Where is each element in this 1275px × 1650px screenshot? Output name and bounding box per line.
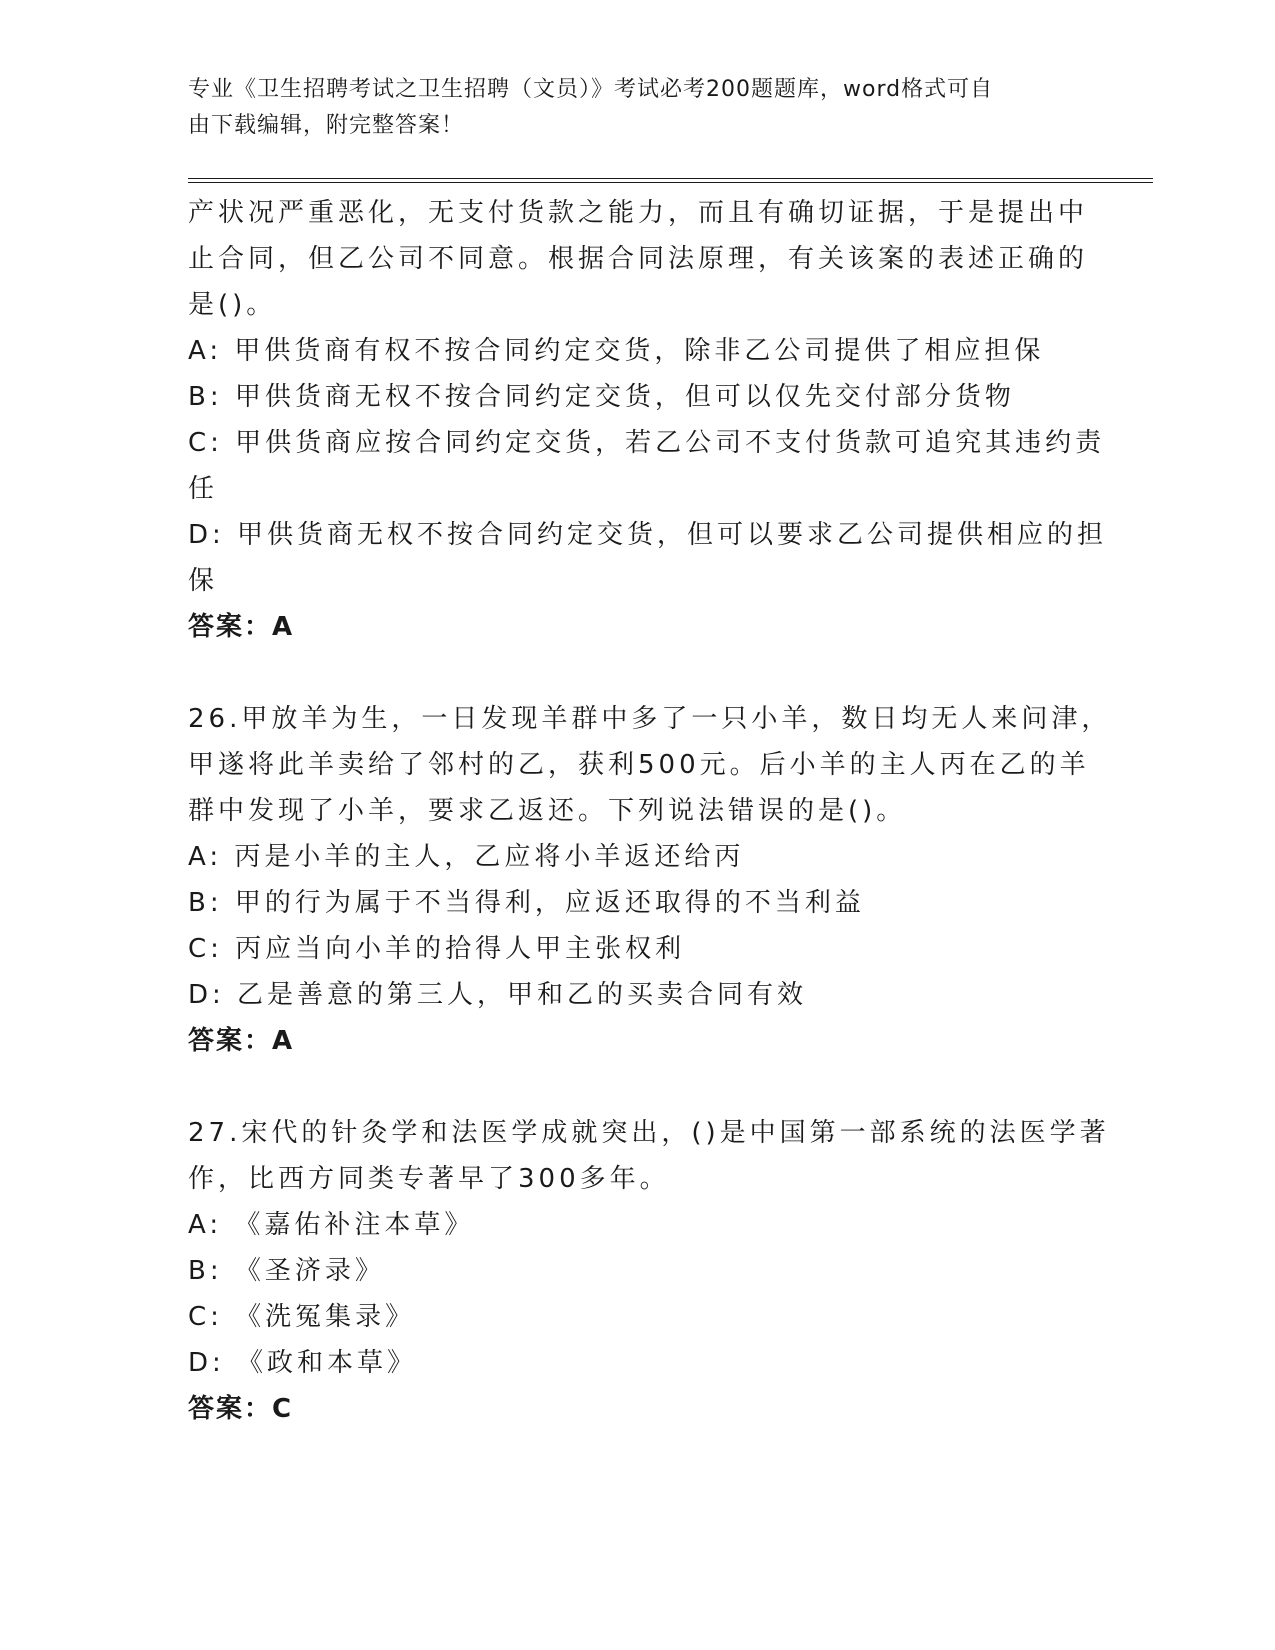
- question-stem-line: 作，比西方同类专著早了300多年。: [188, 1164, 670, 1194]
- document-header: [188, 72, 1068, 144]
- option-a: A: 丙是小羊的主人，乙应将小羊返还给丙: [188, 842, 745, 872]
- question-stem-line: 甲遂将此羊卖给了邻村的乙，获利500元。后小羊的主人丙在乙的羊: [188, 750, 1090, 780]
- option-d: D: 《政和本草》: [188, 1348, 418, 1378]
- option-b: B: 甲的行为属于不当得利，应返还取得的不当利益: [188, 888, 865, 918]
- option-a: A: 《嘉佑补注本草》: [188, 1210, 475, 1240]
- question-25: [188, 190, 1108, 650]
- question-stem-line: 27.宋代的针灸学和法医学成就突出，()是中国第一部系统的法医学著: [188, 1118, 1110, 1148]
- answer: 答案：A: [188, 1026, 295, 1056]
- question-stem-line: 26.甲放羊为生，一日发现羊群中多了一只小羊，数日均无人来问津，: [188, 704, 1112, 734]
- question-26: [188, 696, 1112, 1064]
- spacer: [188, 1064, 1078, 1110]
- option-c-continued: 任: [188, 474, 219, 504]
- question-27: [188, 1110, 1110, 1432]
- answer: 答案：A: [188, 612, 295, 642]
- option-c: C: 丙应当向小羊的拾得人甲主张权利: [188, 934, 686, 964]
- option-c: C: 甲供货商应按合同约定交货，若乙公司不支付货款可追究其违约责: [188, 428, 1106, 458]
- spacer: [188, 650, 1078, 696]
- header-line-2: 由下载编辑，附完整答案！: [188, 113, 465, 138]
- header-line-1: 专业《卫生招聘考试之卫生招聘（文员）》考试必考200题题库，word格式可自: [188, 77, 994, 102]
- question-stem-line: 产状况严重恶化，无支付货款之能力，而且有确切证据，于是提出中: [188, 198, 1089, 228]
- header-rule-top: [188, 178, 1153, 179]
- option-d: D: 乙是善意的第三人，甲和乙的买卖合同有效: [188, 980, 808, 1010]
- question-stem-line: 止合同，但乙公司不同意。根据合同法原理，有关该案的表述正确的: [188, 244, 1089, 274]
- option-a: A: 甲供货商有权不按合同约定交货，除非乙公司提供了相应担保: [188, 336, 1045, 366]
- question-stem-line: 群中发现了小羊，要求乙返还。下列说法错误的是()。: [188, 796, 907, 826]
- option-b: B: 甲供货商无权不按合同约定交货，但可以仅先交付部分货物: [188, 382, 1015, 412]
- option-c: C: 《洗冤集录》: [188, 1302, 416, 1332]
- question-stem-line: 是()。: [188, 290, 277, 320]
- document-body: [188, 190, 1112, 1432]
- option-b: B: 《圣济录》: [188, 1256, 385, 1286]
- option-d-continued: 保: [188, 566, 219, 596]
- header-rule-bottom: [188, 182, 1153, 183]
- option-d: D: 甲供货商无权不按合同约定交货，但可以要求乙公司提供相应的担: [188, 520, 1108, 550]
- answer: 答案：C: [188, 1394, 294, 1424]
